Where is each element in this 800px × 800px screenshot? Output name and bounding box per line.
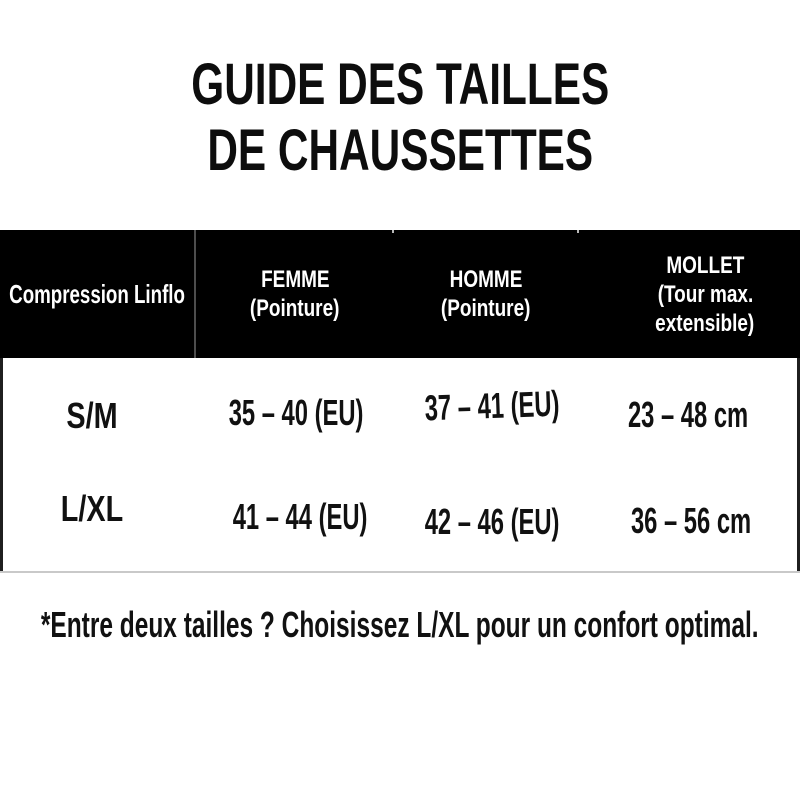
page-title [0,52,800,184]
sizing-footnote-text: *Entre deux tailles ? Choisissez L/XL pour un confort optimal. [41,604,759,645]
table-bottom-rule [0,571,800,573]
corner-header-label: Compression Linflo [9,278,186,309]
column-header-femme-line-1: FEMME [260,266,330,293]
page-title-line-2-text: DE CHAUSSETTES [207,118,593,183]
table-row-1-homme-cell [381,376,603,436]
column-header-homme-line-1: HOMME [449,266,522,293]
femme-range-lxl: 41 – 44 (EU) [232,496,368,537]
table-row-1-size-cell [0,390,202,442]
column-header-mollet [578,230,800,358]
table-row-2-size-cell [0,483,202,535]
table-row-1-femme-cell [186,387,406,439]
page-title-line-1-text: GUIDE DES TAILLES [191,52,609,117]
column-header-femme-line-2: (Pointure) [250,295,340,322]
table-row-2-femme-cell [190,491,410,543]
mollet-range-lxl: 36 – 56 cm [630,500,752,541]
homme-range-lxl: 42 – 46 (EU) [424,501,560,542]
mollet-range-sm: 23 – 48 cm [627,394,749,435]
table-row-2-mollet-cell [581,495,800,547]
column-header-femme [197,230,393,358]
corner-header-cell [0,230,195,358]
column-header-homme-line-2: (Pointure) [440,295,531,322]
homme-range-sm: 37 – 41 (EU) [423,382,561,429]
size-label-sm: S/M [66,395,118,436]
page-title-line-2 [0,118,800,184]
page-title-line-1 [0,52,800,118]
column-header-mollet-line-2: (Tour max. [657,280,753,308]
table-row-2-homme-cell [382,496,602,548]
column-header-homme [393,230,578,358]
column-header-mollet-line-1: MOLLET [666,251,744,279]
femme-range-sm: 35 – 40 (EU) [228,392,364,433]
column-header-mollet-line-3: extensible) [655,309,755,337]
size-label-lxl: L/XL [60,488,124,529]
sizing-footnote [0,598,800,652]
table-row-1-mollet-cell [578,389,798,441]
